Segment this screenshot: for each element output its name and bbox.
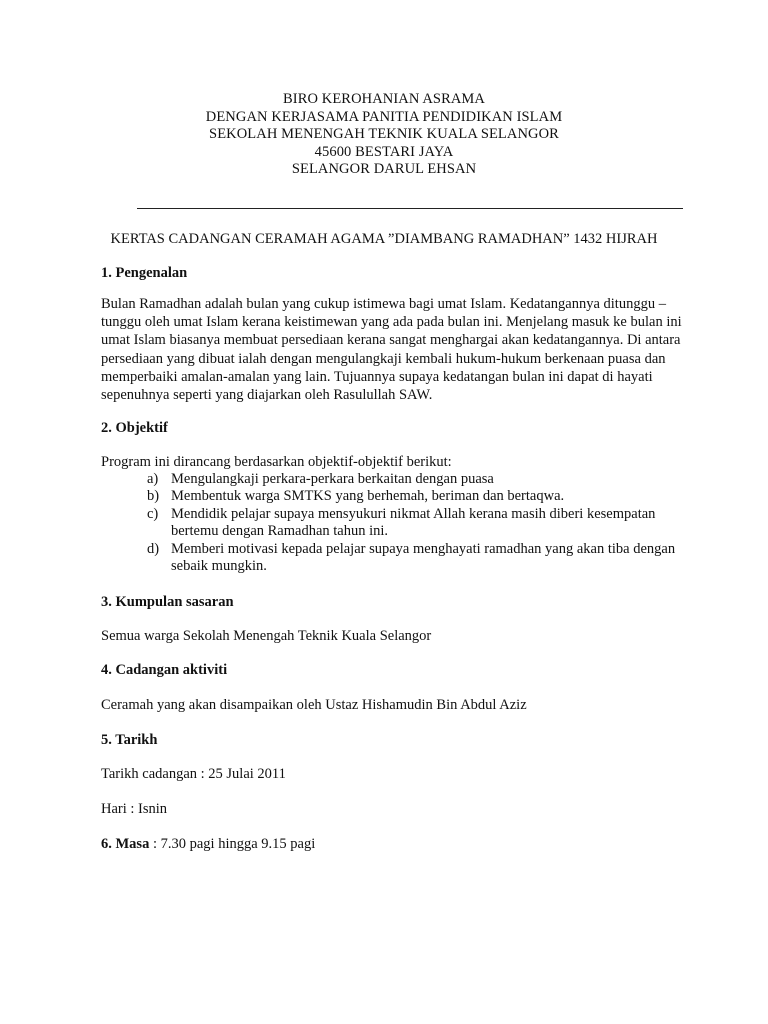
section-heading-tarikh: 5. Tarikh [101,732,158,748]
paragraph-line: persediaan yang dibuat ialah dengan mengulangkaji kembali hukum-hukum berkenaan puasa dan [101,350,666,367]
list-item [101,471,721,488]
section-heading-pengenalan: 1. Pengenalan [101,265,188,281]
section-heading-objektif: 2. Objektif [101,420,168,436]
horizontal-divider [137,208,683,209]
paragraph-line: sepenuhnya seperti yang diajarkan oleh Rasulullah SAW. [101,387,433,404]
list-item [101,506,721,541]
objektif-list [101,471,721,575]
cadangan-aktiviti-text: Ceramah yang akan disampaikan oleh Ustaz Hishamudin Bin Abdul Aziz [101,697,527,713]
list-item-text: sebaik mungkin. [171,558,267,575]
header-line-2: DENGAN KERJASAMA PANITIA PENDIDIKAN ISLAM [205,108,563,125]
header-line-3: SEKOLAH MENENGAH TEKNIK KUALA SELANGOR [209,126,559,143]
list-marker: c) [147,505,159,522]
paragraph-line: tunggu oleh umat Islam kerana keistimewan yang ada pada bulan ini. Menjelang masuk ke bulan ini [101,314,682,331]
list-marker: b) [147,488,160,505]
objektif-intro: Program ini dirancang berdasarkan objektif-objektif berikut: [101,454,452,470]
list-item-text: Mengulangkaji perkara-perkara berkaitan dengan puasa [171,471,494,487]
list-item-text: Mendidik pelajar supaya mensyukuri nikmat Allah kerana masih diberi kesempatan [171,505,656,522]
header-line-5: SELANGOR DARUL EHSAN [291,161,477,178]
header-line-4: 45600 BESTARI JAYA [314,143,454,160]
letterhead [0,91,768,179]
list-item-text: Membentuk warga SMTKS yang berhemah, beriman dan bertaqwa. [171,488,565,505]
list-item [101,488,721,505]
list-item [101,541,721,576]
kumpulan-sasaran-text: Semua warga Sekolah Menengah Teknik Kuala Selangor [101,628,432,644]
tarikh-cadangan: Tarikh cadangan : 25 Julai 2011 [101,766,286,782]
masa-line [101,835,315,853]
paragraph-line: Bulan Ramadhan adalah bulan yang cukup istimewa bagi umat Islam. Kedatangannya ditunggu – [101,296,666,312]
masa-value: : 7.30 pagi hingga 9.15 pagi [149,836,316,852]
section-heading-kumpulan-sasaran: 3. Kumpulan sasaran [101,594,234,610]
paragraph-pengenalan [101,295,721,404]
hari: Hari : Isnin [101,801,168,817]
list-marker: a) [147,471,159,487]
list-item-text: bertemu dengan Ramadhan tahun ini. [171,523,389,540]
list-marker: d) [147,540,160,557]
section-heading-masa: 6. Masa [101,836,150,852]
header-line-1: BIRO KEROHANIAN ASRAMA [283,91,485,107]
list-item-text: Memberi motivasi kepada pelajar supaya menghayati ramadhan yang akan tiba dengan [171,540,676,557]
section-heading-cadangan-aktiviti: 4. Cadangan aktiviti [101,662,228,678]
paragraph-line: memperbaiki amalan-amalan yang lain. Tujuannya supaya kedatangan bulan ini dapat di hayati [101,368,653,385]
document-title: KERTAS CADANGAN CERAMAH AGAMA ”DIAMBANG RAMADHAN” 1432 HIJRAH [110,231,658,247]
paragraph-line: umat Islam biasanya membuat persediaan kerana sangat menghargai akan kedatangannya. Di antara [101,332,681,349]
